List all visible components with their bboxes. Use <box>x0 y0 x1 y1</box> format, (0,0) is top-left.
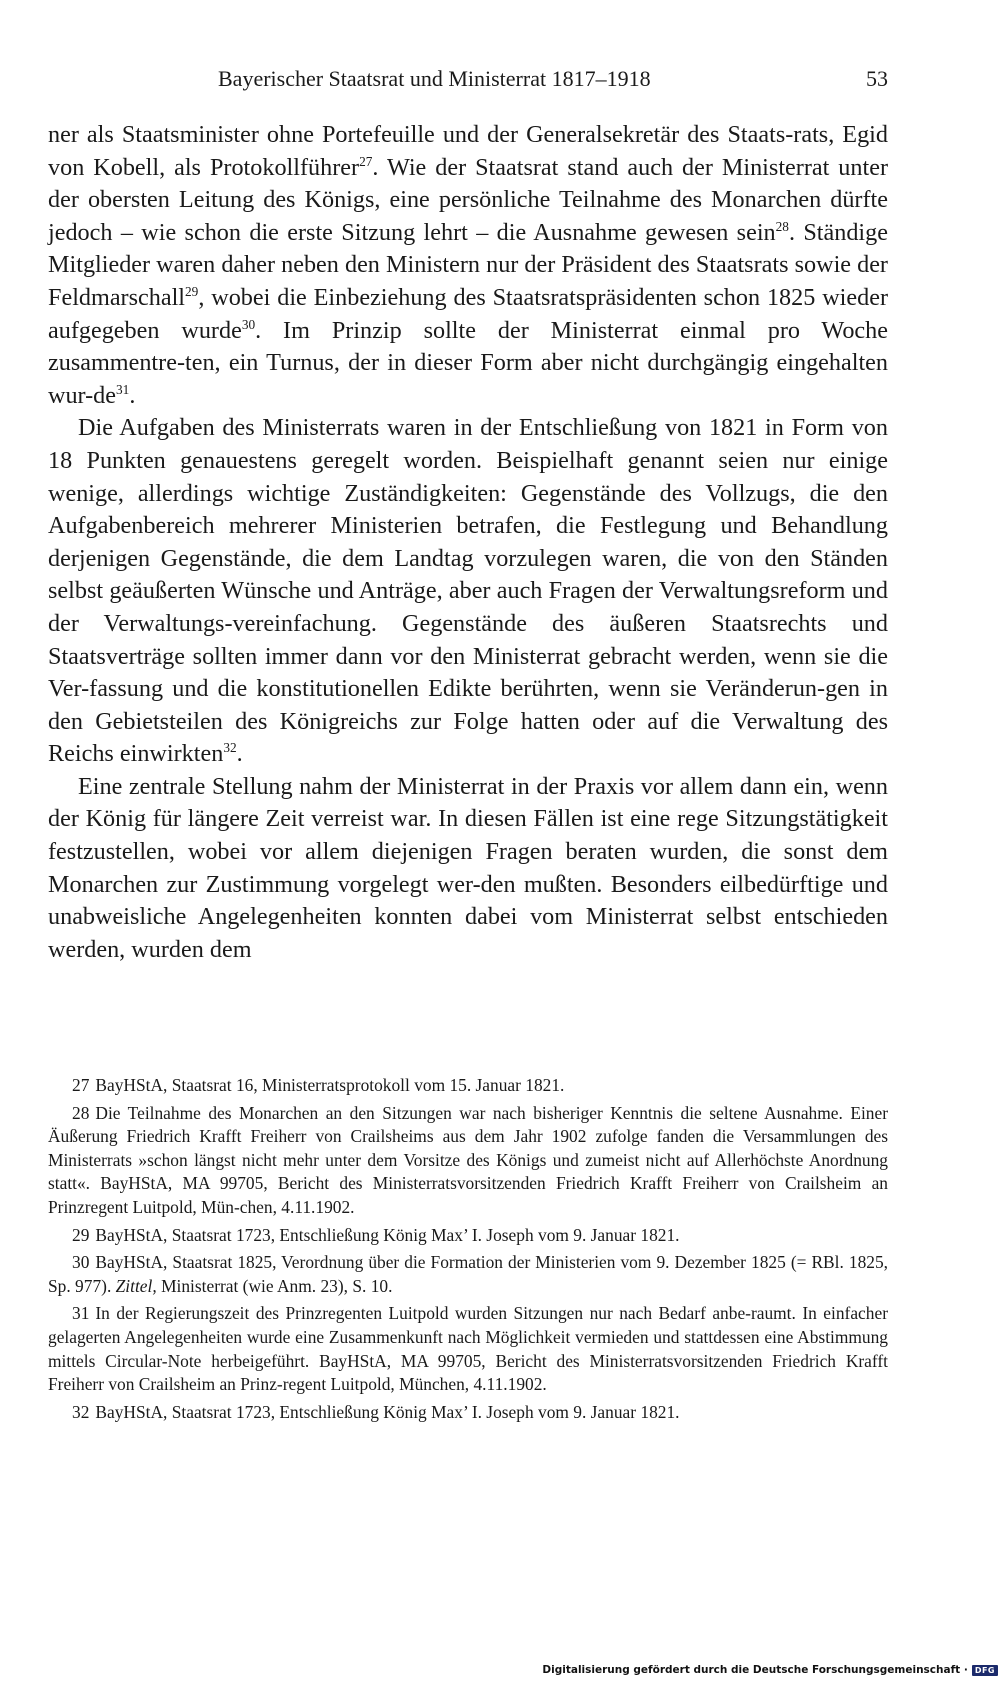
dfg-logo-icon: DFG <box>972 1665 998 1676</box>
footnote <box>48 1074 888 1098</box>
footnote-number: 31 <box>72 1303 90 1324</box>
footnote-text: BayHStA, Staatsrat 16, Ministerratsprotokoll vom 15. Januar 1821. <box>95 1075 565 1095</box>
footnote-ref: 32 <box>223 740 237 756</box>
footnote-ref: 27 <box>359 153 373 169</box>
footnote-text: BayHStA, Staatsrat 1723, Entschließung König Max’ I. Joseph vom 9. Januar 1821. <box>95 1224 680 1245</box>
running-title: Bayerischer Staatsrat und Ministerrat 1817–1918 <box>218 66 651 91</box>
footnote <box>48 1251 888 1298</box>
footnote-text: Die Teilnahme des Monarchen an den Sitzungen war nach bisheriger Kenntnis die seltene Ausnahme. Einer Äußerung Friedrich Krafft Freiherr von Crailsheims aus dem Jahr 1902 zufolge fanden die Versammlungen des Ministerrats »schon längst nicht mehr unter dem Vorsitze des Königs und zumeist nicht auf Allerhöchste Anordnung statt«. BayHStA, MA 99705, Bericht des Ministerratsvorsitzenden Friedrich Krafft Freiherr von Crailsheim an Prinzregent Luitpold, Mün-chen, 4.11.1902. <box>48 1102 888 1217</box>
credit-text: Digitalisierung gefördert durch die Deutsche Forschungsgemeinschaft · <box>542 1664 968 1676</box>
running-header <box>48 66 888 98</box>
footnote <box>48 1102 888 1220</box>
footnote <box>48 1302 888 1396</box>
paragraph: Eine zentrale Stellung nahm der Ministerrat in der Praxis vor allem dann ein, wenn der König für längere Zeit verreist war. In diesen Fällen ist eine rege Sitzungstätigkeit festzustellen, wobei vor allem diejenigen Fragen beraten wurden, die sonst dem Monarchen zur Zustimmung vorgelegt wer-den mußten. Besonders eilbedürftige und unabweisliche Angelegenheiten konnten dabei vom Ministerrat selbst entschieden werden, wurden dem <box>48 772 888 963</box>
footnote-number: 29 <box>72 1224 90 1245</box>
digitization-credit <box>542 1664 998 1676</box>
footnotes <box>48 1074 888 1428</box>
footnote <box>48 1401 888 1425</box>
footnote-number: 30 <box>72 1252 90 1273</box>
page-number: 53 <box>866 66 888 91</box>
footnote-ref: 28 <box>775 218 789 234</box>
main-text <box>48 119 888 966</box>
footnote-number: 27 <box>72 1075 90 1095</box>
paragraph: Die Aufgaben des Ministerrats waren in der Entschließung von 1821 in Form von 18 Punkten genauestens geregelt worden. Beispielhaft genannt seien nur einige wenige, allerdings wichtige Zuständigkeiten: Gegenstände des Vollzugs, die den Aufgabenbereich mehrerer Ministerien betrafen, die Festlegung und Behandlung derjenigen Gegenstände, die dem Landtag vorzulegen waren, die von den Ständen selbst geäußerten Wünsche und Anträge, aber auch Fragen der Verwaltungsreform und der Verwaltungs-vereinfachung. Gegenstände des äußeren Staatsrechts und Staatsverträge sollten immer dann vor den Ministerrat gebracht werden, wenn sie die Ver-fassung und die konstitutionellen Edikte berührten, wenn sie Veränderun-gen in den Gebietsteilen des Königreichs zur Folge hatten oder auf die Verwaltung des Reichs einwirkten$^{32}$. <box>48 414 888 768</box>
footnote-number: 32 <box>72 1401 90 1422</box>
footnote-text: In der Regierungszeit des Prinzregenten Luitpold wurden Sitzungen nur nach Bedarf anbe-raumt. In einfacher gelagerten Angelegenheiten wurde eine Zusammenkunft nach Möglichkeit vermieden und stattdessen eine Abstimmung mittels Circular-Note herbeigeführt. BayHStA, MA 99705, Bericht des Ministerratsvorsitzenden Friedrich Krafft Freiherr von Crailsheim an Prinz-regent Luitpold, München, 4.11.1902. <box>48 1303 888 1395</box>
footnote-text: BayHStA, Staatsrat 1825, Verordnung über die Formation der Ministerien vom 9. Dezember 1825 (= RBl. 1825, Sp. 977). Zittel, Ministerrat (wie Anm. 23), S. 10. <box>48 1252 888 1296</box>
footnote <box>48 1224 888 1248</box>
footnote-number: 28 <box>72 1102 90 1123</box>
paragraph: ner als Staatsminister ohne Portefeuille und der Generalsekretär des Staats-rats, Egid von Kobell, als Protokollführer$^{27}$. Wie der Staatsrat stand auch der Ministerrat unter der obersten Leitung des Königs, eine persönliche Teilnahme des Monarchen dürfte jedoch – wie schon die erste Sitzung lehrt – die Ausnahme gewesen sein$^{28}$. Ständige Mitglieder waren daher neben den Ministern nur der Präsident des Staatsrats sowie der Feldmarschall$^{29}$, wobei die Einbeziehung des Staatsratspräsidenten schon 1825 wieder aufgegeben wurde$^{30}$. Im Prinzip sollte der Ministerrat einmal pro Woche zusammentre-ten, ein Turnus, der in dieser Form aber nicht durchgängig eingehalten wur-$de^{31}$. <box>48 121 889 409</box>
footnote-text: BayHStA, Staatsrat 1723, Entschließung König Max’ I. Joseph vom 9. Januar 1821. <box>95 1401 680 1422</box>
author-name: Zittel, <box>115 1275 157 1296</box>
footnote-ref: 30 <box>241 316 256 332</box>
footnote-ref: 31 <box>116 381 130 397</box>
footnote-ref: 29 <box>185 283 199 299</box>
